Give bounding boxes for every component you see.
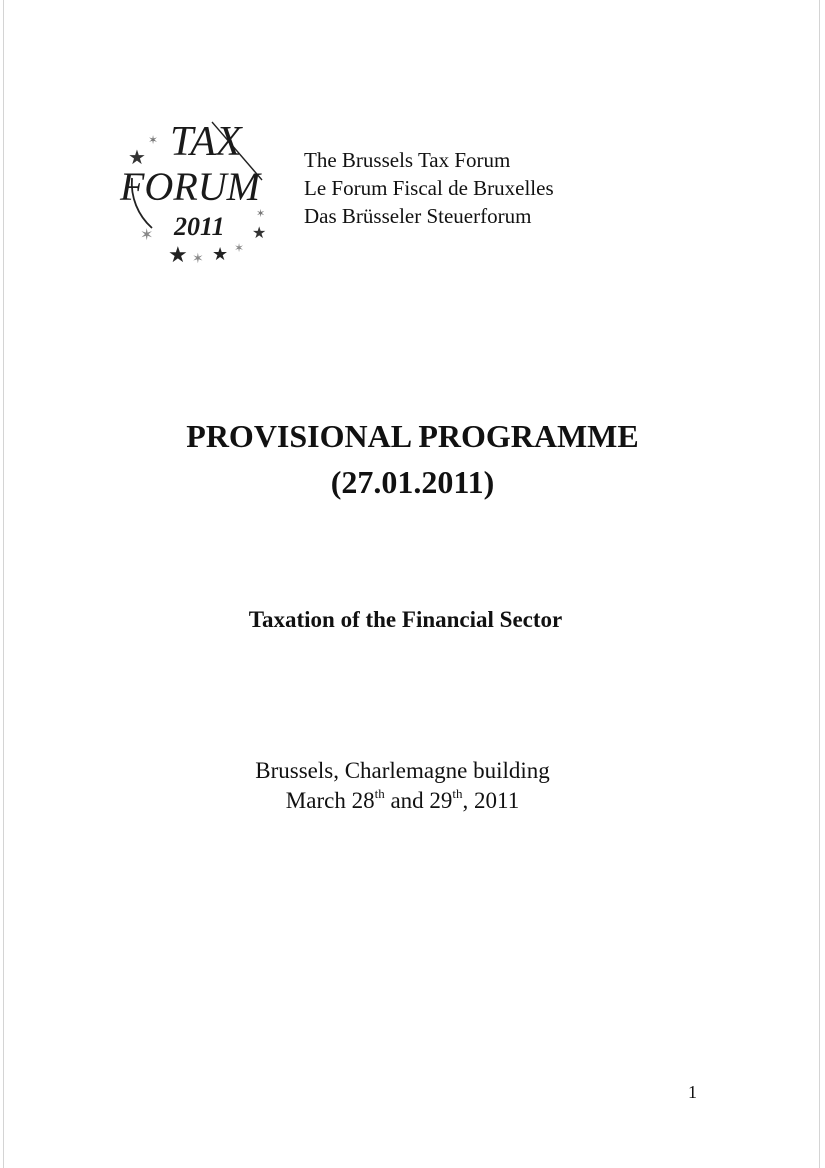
- star-icon: ★: [212, 244, 229, 264]
- logo-year-text: 2011: [174, 212, 225, 241]
- event-date-prefix: March 28: [285, 788, 375, 813]
- title-date: (27.01.2011): [330, 464, 495, 500]
- tax-forum-logo: [112, 100, 287, 275]
- star-icon: ✶: [192, 252, 204, 267]
- event-dates: [0, 786, 805, 816]
- logo-tax-text: TAX: [170, 119, 242, 165]
- tax-forum-logo-graphic: [112, 100, 287, 275]
- event-date-middle: and 29: [384, 788, 453, 813]
- scan-edge-left: [3, 0, 4, 1168]
- event-date-suffix: , 2011: [462, 788, 520, 813]
- star-icon: ★: [252, 225, 267, 242]
- star-icon: ★: [168, 242, 188, 267]
- date-ordinal-1: th: [374, 786, 385, 801]
- star-icon: ✶: [256, 208, 266, 220]
- page-number: 1: [688, 1082, 697, 1102]
- forum-name-french: Le Forum Fiscal de Bruxelles: [304, 176, 554, 200]
- star-icon: ✶: [140, 227, 154, 244]
- venue-location: Brussels, Charlemagne building: [255, 758, 550, 783]
- scan-edge-right: [819, 0, 820, 1168]
- star-icon: ✶: [148, 133, 159, 147]
- forum-names-block: [304, 146, 554, 230]
- forum-name-english: The Brussels Tax Forum: [304, 148, 511, 172]
- date-ordinal-2: th: [452, 786, 463, 801]
- logo-forum-text: FORUM: [120, 164, 260, 209]
- page-title: PROVISIONAL PROGRAMME: [186, 418, 639, 454]
- forum-name-german: Das Brüsseler Steuerforum: [304, 204, 532, 228]
- subtitle: Taxation of the Financial Sector: [248, 607, 563, 632]
- star-icon: ✶: [234, 241, 245, 255]
- star-icon: ★: [128, 147, 146, 169]
